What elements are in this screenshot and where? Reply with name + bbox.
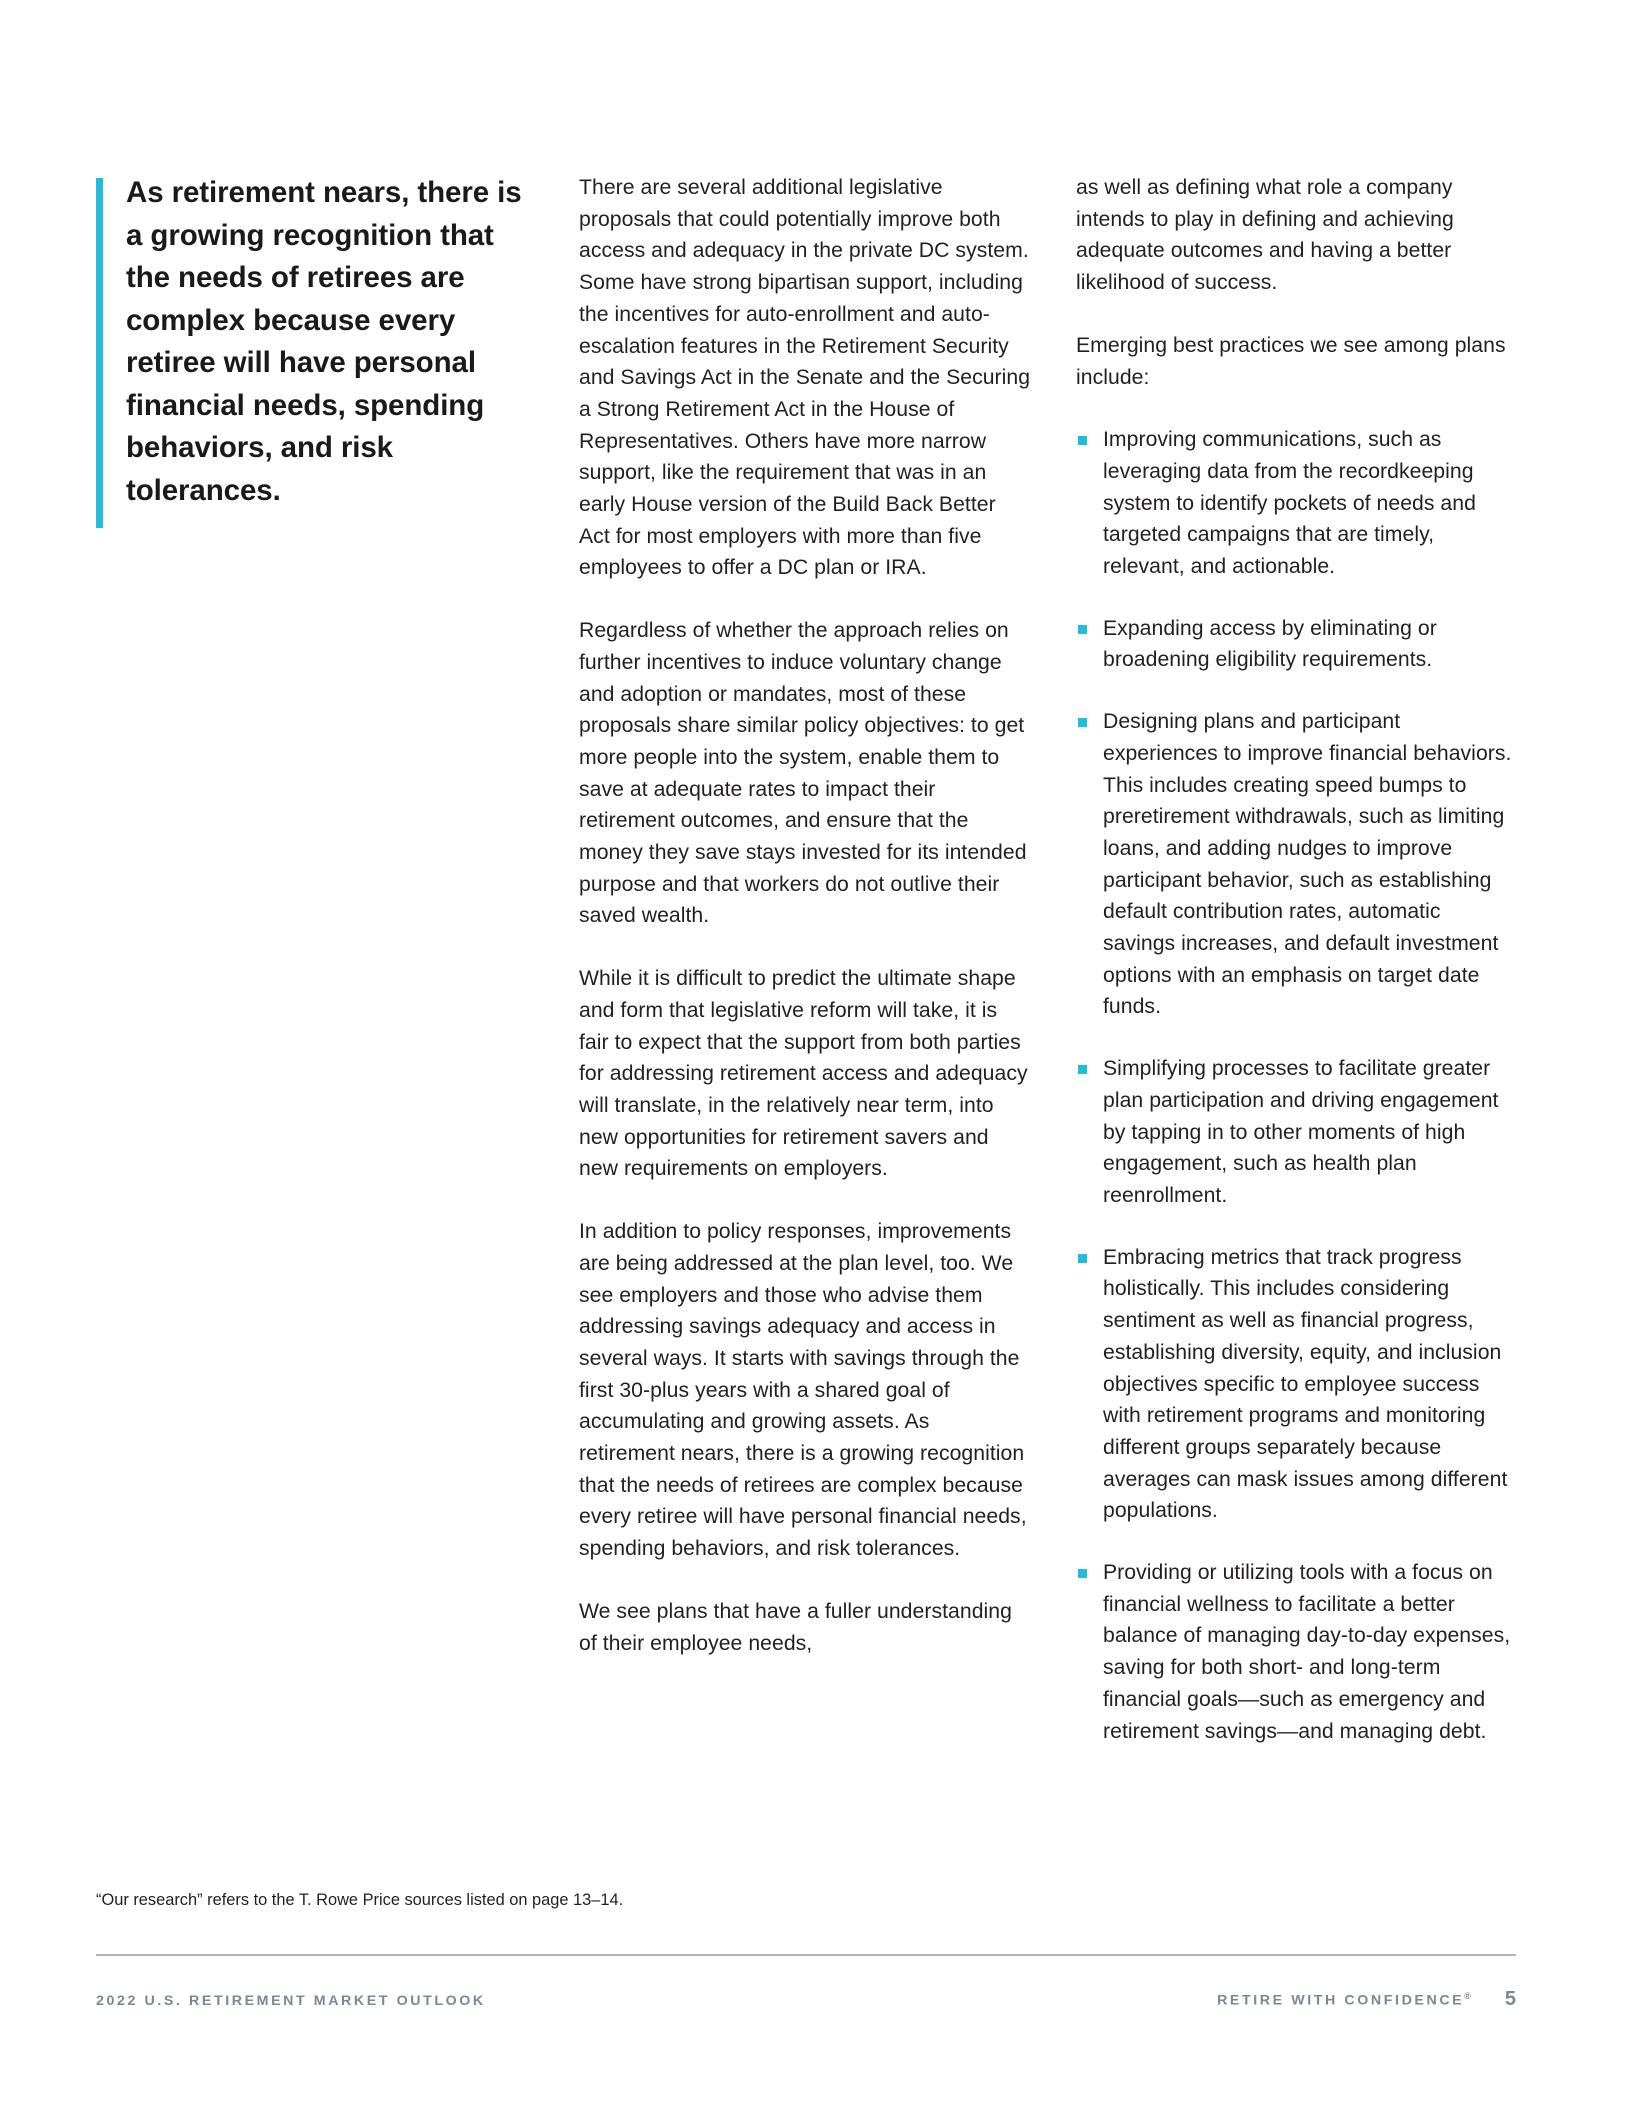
list-item-text: Improving communications, such as leveraging data from the recordkeeping system to identify pockets of needs and targeted campaigns that are timely, relevant, and actionable. (1103, 428, 1476, 579)
list-item (1076, 613, 1516, 676)
best-practices-list (1076, 424, 1516, 1747)
list-item (1076, 1242, 1516, 1527)
page-content-columns (96, 172, 1516, 1747)
paragraph: Emerging best practices we see among plans include: (1076, 333, 1506, 389)
list-item-text: Simplifying processes to facilitate greater plan participation and driving engagement by tapping in to other moments of high engagement, such as health plan reenrollment. (1103, 1057, 1499, 1207)
list-item (1076, 706, 1516, 1023)
footer-document-title: 2022 U.S. RETIREMENT MARKET OUTLOOK (96, 1993, 486, 2009)
right-text-column (1076, 172, 1516, 1747)
square-bullet-icon (1078, 1569, 1087, 1578)
square-bullet-icon (1078, 436, 1087, 445)
list-item-text: Expanding access by eliminating or broadening eligibility requirements. (1103, 616, 1437, 672)
list-item-text: Designing plans and participant experiences to improve financial behaviors. This includes creating speed bumps to preretirement withdrawals, such as limiting loans, and adding nudges to improve participant behavior, such as establishing default contribution rates, automatic savings increases, and default investment options with an emphasis on target date funds. (1103, 710, 1512, 1019)
square-bullet-icon (1078, 718, 1087, 727)
paragraph: Regardless of whether the approach relies on further incentives to induce voluntary change and adoption or mandates, most of these proposals share similar policy objectives: to get more people into the system, enable them to save at adequate rates to impact their retirement outcomes, and ensure that the money they save stays invested for its intended purpose and that workers do not outlive their saved wealth. (579, 619, 1027, 928)
middle-text-column (579, 172, 1031, 1747)
page-number: 5 (1504, 1988, 1516, 2010)
footer-divider (96, 1954, 1516, 1956)
footer-tagline-text: RETIRE WITH CONFIDENCE (1217, 1993, 1465, 2009)
list-item-text: Providing or utilizing tools with a focus on financial wellness to facilitate a better balance of managing day-to-day expenses, saving for both short- and long-term financial goals—such as emergency and retirement savings—and managing debt. (1103, 1561, 1511, 1743)
paragraph: There are several additional legislative proposals that could potentially improve both access and adequacy in the private DC system. Some have strong bipartisan support, including the incentives for auto-enrollment and auto-escalation features in the Retirement Security and Savings Act in the Senate and the Securing a Strong Retirement Act in the House of Representatives. Others have more narrow support, like the requirement that was in an early House version of the Build Back Better Act for most employers with more than five employees to offer a DC plan or IRA. (579, 176, 1031, 580)
footer-right-group (1217, 1988, 1516, 2011)
paragraph: We see plans that have a fuller understanding of their employee needs, (579, 1599, 1012, 1655)
pull-quote-accent-bar (96, 178, 103, 528)
square-bullet-icon (1078, 1254, 1087, 1263)
registered-trademark-icon: ® (1464, 1991, 1471, 2002)
footer-tagline (1217, 1991, 1471, 2009)
pull-quote-text: As retirement nears, there is a growing recognition that the needs of retirees are complex because every retiree will have personal financial needs, spending behaviors, and risk tolerances. (126, 176, 522, 507)
list-item (1076, 1557, 1516, 1747)
paragraph: as well as defining what role a company intends to play in defining and achieving adequate outcomes and having a better likelihood of success. (1076, 176, 1454, 295)
pull-quote (96, 172, 534, 1747)
paragraph: While it is difficult to predict the ultimate shape and form that legislative reform will take, it is fair to expect that the support from both parties for addressing retirement access and adequacy will translate, in the relatively near term, into new opportunities for retirement savers and new requirements on employers. (579, 967, 1028, 1181)
paragraph: In addition to policy responses, improvements are being addressed at the plan level, too. We see employers and those who advise them addressing savings adequacy and access in several ways. It starts with savings through the first 30-plus years with a shared goal of accumulating and growing assets. As retirement nears, there is a growing recognition that the needs of retirees are complex because every retiree will have personal financial needs, spending behaviors, and risk tolerances. (579, 1220, 1027, 1561)
list-item (1076, 1053, 1516, 1212)
square-bullet-icon (1078, 625, 1087, 634)
footnote: “Our research” refers to the T. Rowe Price sources listed on page 13–14. (96, 1891, 624, 1909)
list-item (1076, 424, 1516, 583)
square-bullet-icon (1078, 1065, 1087, 1074)
page-footer (96, 1988, 1516, 2011)
list-item-text: Embracing metrics that track progress holistically. This includes considering sentiment as well as financial progress, establishing diversity, equity, and inclusion objectives specific to employee success with retirement programs and monitoring different groups separately because averages can mask issues among different populations. (1103, 1245, 1508, 1523)
